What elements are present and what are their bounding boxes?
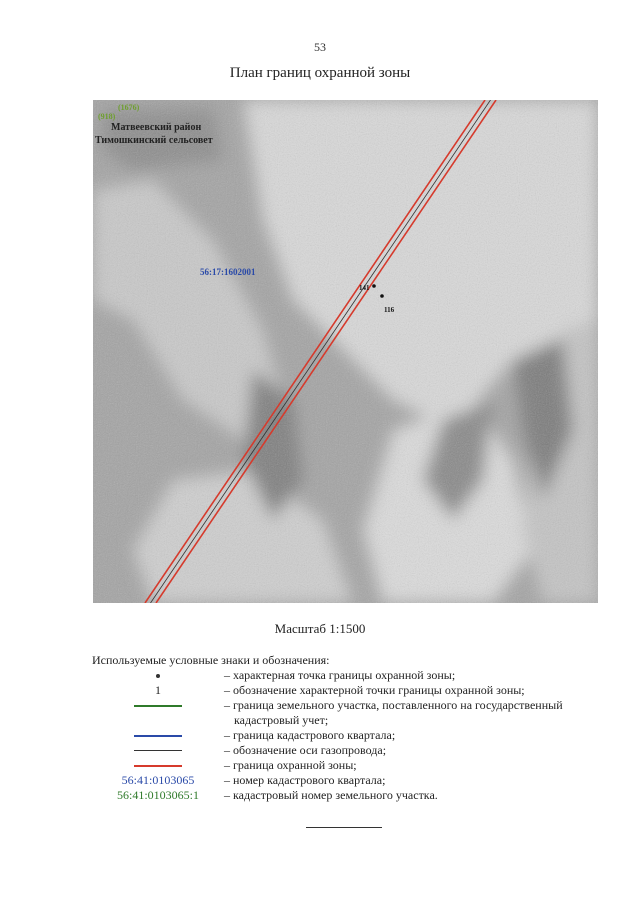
legend-desc: – граница охранной зоны;	[224, 758, 357, 772]
point-number-symbol: 1	[155, 683, 161, 697]
parcel-number-sample: 56:41:0103065:1	[116, 788, 199, 802]
legend-row	[92, 698, 612, 728]
legend-row	[92, 788, 612, 803]
point-141-label: 141	[359, 284, 370, 292]
aerial-map	[93, 100, 598, 603]
parcel-border-line-icon	[134, 705, 182, 707]
legend-desc: – граница кадастрового квартала;	[224, 728, 396, 742]
legend-row	[92, 743, 612, 758]
point-116-marker[interactable]	[380, 294, 384, 298]
council-name: Тимошкинский сельсовет	[95, 135, 213, 146]
legend-row	[92, 773, 612, 788]
legend-row	[92, 728, 612, 743]
legend-desc: – характерная точка границы охранной зоны;	[224, 668, 456, 682]
page-title: План границ охранной зоны	[229, 65, 411, 81]
zone-border-line-icon	[134, 765, 182, 767]
district-code-top: (1676)	[118, 103, 140, 112]
quarter-border-line-icon	[134, 735, 182, 737]
footer-divider	[306, 827, 382, 828]
point-141-marker[interactable]	[372, 284, 376, 288]
legend-title: Используемые условные знаки и обозначения:	[92, 653, 330, 667]
legend-row	[92, 758, 612, 773]
map-grain	[93, 100, 598, 603]
legend-row	[92, 668, 612, 683]
district-name: Матвеевский район	[111, 122, 202, 133]
legend-desc: – обозначение оси газопровода;	[224, 743, 387, 757]
pipeline-axis-line-icon	[134, 750, 182, 751]
map-scale: Масштаб 1:1500	[274, 621, 366, 636]
quarter-number-sample: 56:41:0103065	[121, 773, 195, 787]
point-dot-icon	[156, 674, 160, 678]
legend-desc: – номер кадастрового квартала;	[224, 773, 386, 787]
legend-desc: – граница земельного участка, поставленного на государственный	[224, 698, 563, 712]
legend	[92, 668, 612, 803]
district-code-left: (918)	[98, 112, 116, 121]
legend-desc: – кадастровый номер земельного участка.	[224, 788, 438, 802]
map-frame[interactable]	[93, 100, 598, 603]
legend-desc: – обозначение характерной точки границы охранной зоны;	[224, 683, 525, 697]
point-116-label: 116	[384, 306, 395, 314]
quarter-number-label: 56:17:1602001	[200, 267, 256, 277]
legend-desc-continued: кадастровый учет;	[234, 713, 329, 727]
legend-row	[92, 683, 612, 698]
page-number: 53	[314, 40, 326, 54]
